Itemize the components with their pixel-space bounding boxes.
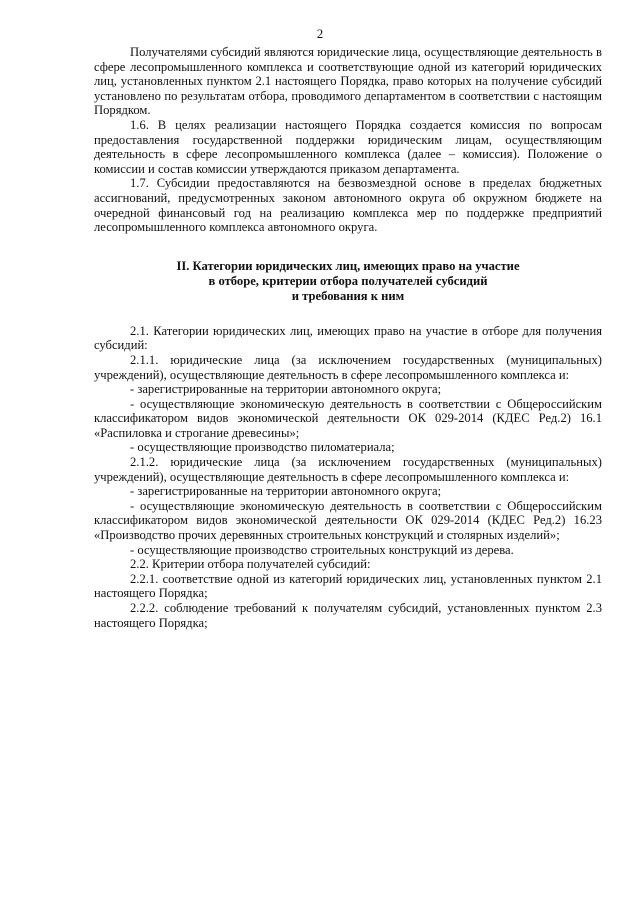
section-heading — [94, 259, 602, 304]
paragraph: 2.1. Категории юридических лиц, имеющих право на участие в отборе для получения субсидий: — [94, 323, 602, 353]
paragraph: 2.2. Критерии отбора получателей субсидий: — [130, 557, 371, 572]
paragraph: 1.6. В целях реализации настоящего Порядка создается комиссия по вопросам предоставления государственной поддержки юридическим лицам, осуществляющим деятельность в сфере лесопромышленного комплекса (далее – комиссия). Положение о комиссии и состав комиссии утверждаются приказом департамента. — [94, 117, 602, 176]
paragraph: Получателями субсидий являются юридические лица, осуществляющие деятельность в сфере лесопромышленного комплекса и соответствующие одной из категорий юридических лиц, установленных пунктом 2.1 настоящего Порядка, право которых на получение субсидий установлено по результатам отбора, проводимого департаментом в соответствии с настоящим Порядком. — [94, 45, 602, 118]
list-item: - осуществляющие экономическую деятельность в соответствии с Общероссийским классификатором видов экономической деятельности ОК 029-2014 (КДЕС Ред.2) 16.23 «Производство прочих деревянных строительных конструкций и столярных изделий»; — [94, 498, 602, 543]
section-heading-line: и требования к ним — [291, 288, 405, 303]
list-item: - осуществляющие производство строительных конструкций из дерева. — [130, 542, 514, 557]
paragraph: 1.7. Субсидии предоставляются на безвозмездной основе в пределах бюджетных ассигнований, предусмотренных законом автономного округа об окружном бюджете на очередной финансовый год на реализацию комплекса мер по поддержке предприятий лесопромышленного комплекса автономного округа. — [94, 176, 602, 235]
page-number: 2 — [316, 26, 324, 41]
list-item: - осуществляющие экономическую деятельность в соответствии с Общероссийским классификатором видов экономической деятельности ОК 029-2014 (КДЕС Ред.2) 16.1 «Распиловка и строгание древесины»; — [94, 396, 602, 440]
section-heading-line: в отборе, критерии отбора получателей субсидий — [208, 273, 488, 288]
section-heading-line: II. Категории юридических лиц, имеющих право на участие — [176, 258, 520, 273]
list-item: - зарегистрированные на территории автономного округа; — [130, 382, 442, 397]
paragraph: 2.1.1. юридические лица (за исключением государственных (муниципальных) учреждений), осуществляющие деятельность в сфере лесопромышленного комплекса и: — [94, 352, 602, 382]
list-item: - зарегистрированные на территории автономного округа; — [130, 484, 442, 499]
paragraph: 2.2.2. соблюдение требований к получателям субсидий, установленных пунктом 2.3 настоящего Порядка; — [94, 601, 602, 630]
document-body — [94, 45, 602, 630]
paragraph: 2.2.1. соответствие одной из категорий юридических лиц, установленных пунктом 2.1 настоящего Порядка; — [94, 571, 602, 601]
list-item: - осуществляющие производство пиломатериала; — [130, 440, 395, 455]
paragraph: 2.1.2. юридические лица (за исключением государственных (муниципальных) учреждений), осуществляющие деятельность в сфере лесопромышленного комплекса и: — [94, 455, 602, 484]
